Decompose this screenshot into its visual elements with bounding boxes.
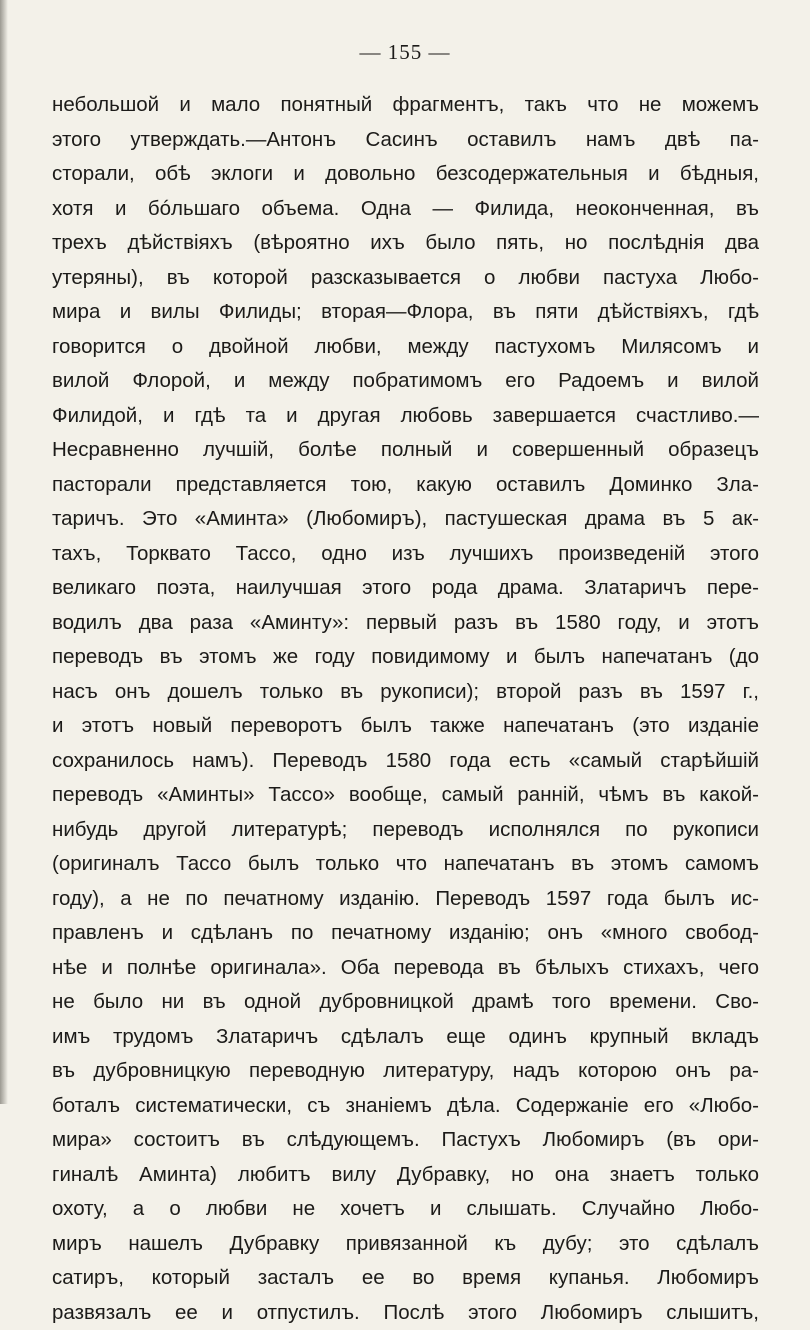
text-line: говорится о двойной любви, между пастухомъ Милясомъ и: [52, 330, 759, 365]
text-line: трехъ дѣйствiяхъ (вѣроятно ихъ было пять, но послѣднiя два: [52, 226, 759, 261]
text-line: имъ трудомъ Златаричъ сдѣлалъ еще одинъ крупный вкладъ: [52, 1020, 759, 1055]
text-line: этого утверждать.—Антонъ Сасинъ оставилъ намъ двѣ па-: [52, 123, 759, 158]
text-line: нибудь другой литературѣ; переводъ исполнялся по рукописи: [52, 813, 759, 848]
text-line: сохранилось намъ). Переводъ 1580 года есть «самый старѣйшiй: [52, 744, 759, 779]
text-line: сатиръ, который засталъ ее во время купанья. Любомиръ: [52, 1261, 759, 1296]
text-line: году), а не по печатному изданiю. Переводъ 1597 года былъ ис-: [52, 882, 759, 917]
text-line: нѣе и полнѣе оригинала». Оба перевода въ бѣлыхъ стихахъ, чего: [52, 951, 759, 986]
text-line: небольшой и мало понятный фрагментъ, такъ что не можемъ: [52, 88, 759, 123]
text-line: хотя и бóльшаго объема. Одна — Филида, неоконченная, въ: [52, 192, 759, 227]
text-line: развязалъ ее и отпустилъ. Послѣ этого Любомиръ слышитъ,: [52, 1296, 759, 1330]
text-line: пасторали представляется тою, какую оставилъ Доминко Зла-: [52, 468, 759, 503]
page-number: — 155 —: [0, 40, 810, 65]
text-line: переводъ «Аминты» Тассо» вообще, самый раннiй, чѣмъ въ какой-: [52, 778, 759, 813]
text-line: водилъ два раза «Аминту»: первый разъ въ 1580 году, и этотъ: [52, 606, 759, 641]
text-line: переводъ въ этомъ же году повидимому и былъ напечатанъ (до: [52, 640, 759, 675]
text-line: не было ни въ одной дубровницкой драмѣ того времени. Сво-: [52, 985, 759, 1020]
text-line: мира» состоитъ въ слѣдующемъ. Пастухъ Любомиръ (въ ори-: [52, 1123, 759, 1158]
text-line: Филидой, и гдѣ та и другая любовь завершается счастливо.—: [52, 399, 759, 434]
text-line: миръ нашелъ Дубравку привязанной къ дубу; это сдѣлалъ: [52, 1227, 759, 1262]
text-line: и этотъ новый переворотъ былъ также напечатанъ (это изданiе: [52, 709, 759, 744]
text-line: Несравненно лучшiй, болѣе полный и совершенный образецъ: [52, 433, 759, 468]
text-line: мира и вилы Филиды; вторая—Флора, въ пяти дѣйствiяхъ, гдѣ: [52, 295, 759, 330]
text-line: сторали, обѣ эклоги и довольно безсодержательныя и бѣдныя,: [52, 157, 759, 192]
text-line: насъ онъ дошелъ только въ рукописи); второй разъ въ 1597 г.,: [52, 675, 759, 710]
text-line: тахъ, Торквато Тассо, одно изъ лучшихъ произведенiй этого: [52, 537, 759, 572]
text-line: въ дубровницкую переводную литературу, надъ которою онъ ра-: [52, 1054, 759, 1089]
text-line: правленъ и сдѣланъ по печатному изданiю; онъ «много свобод-: [52, 916, 759, 951]
text-line: охоту, а о любви не хочетъ и слышать. Случайно Любо-: [52, 1192, 759, 1227]
text-line: таричъ. Это «Аминта» (Любомиръ), пастушеская драма въ 5 ак-: [52, 502, 759, 537]
text-line: утеряны), въ которой разсказывается о любви пастуха Любо-: [52, 261, 759, 296]
text-line: (оригиналъ Тассо былъ только что напечатанъ въ этомъ самомъ: [52, 847, 759, 882]
binding-edge-shadow: [0, 0, 8, 1104]
text-line: гиналѣ Аминта) любитъ вилу Дубравку, но она знаетъ только: [52, 1158, 759, 1193]
text-line: великаго поэта, наилучшая этого рода драма. Златаричъ пере-: [52, 571, 759, 606]
body-text: [52, 88, 759, 1330]
text-line: вилой Флорой, и между побратимомъ его Радоемъ и вилой: [52, 364, 759, 399]
text-line: боталъ систематически, съ знанiемъ дѣла. Содержанiе его «Любо-: [52, 1089, 759, 1124]
